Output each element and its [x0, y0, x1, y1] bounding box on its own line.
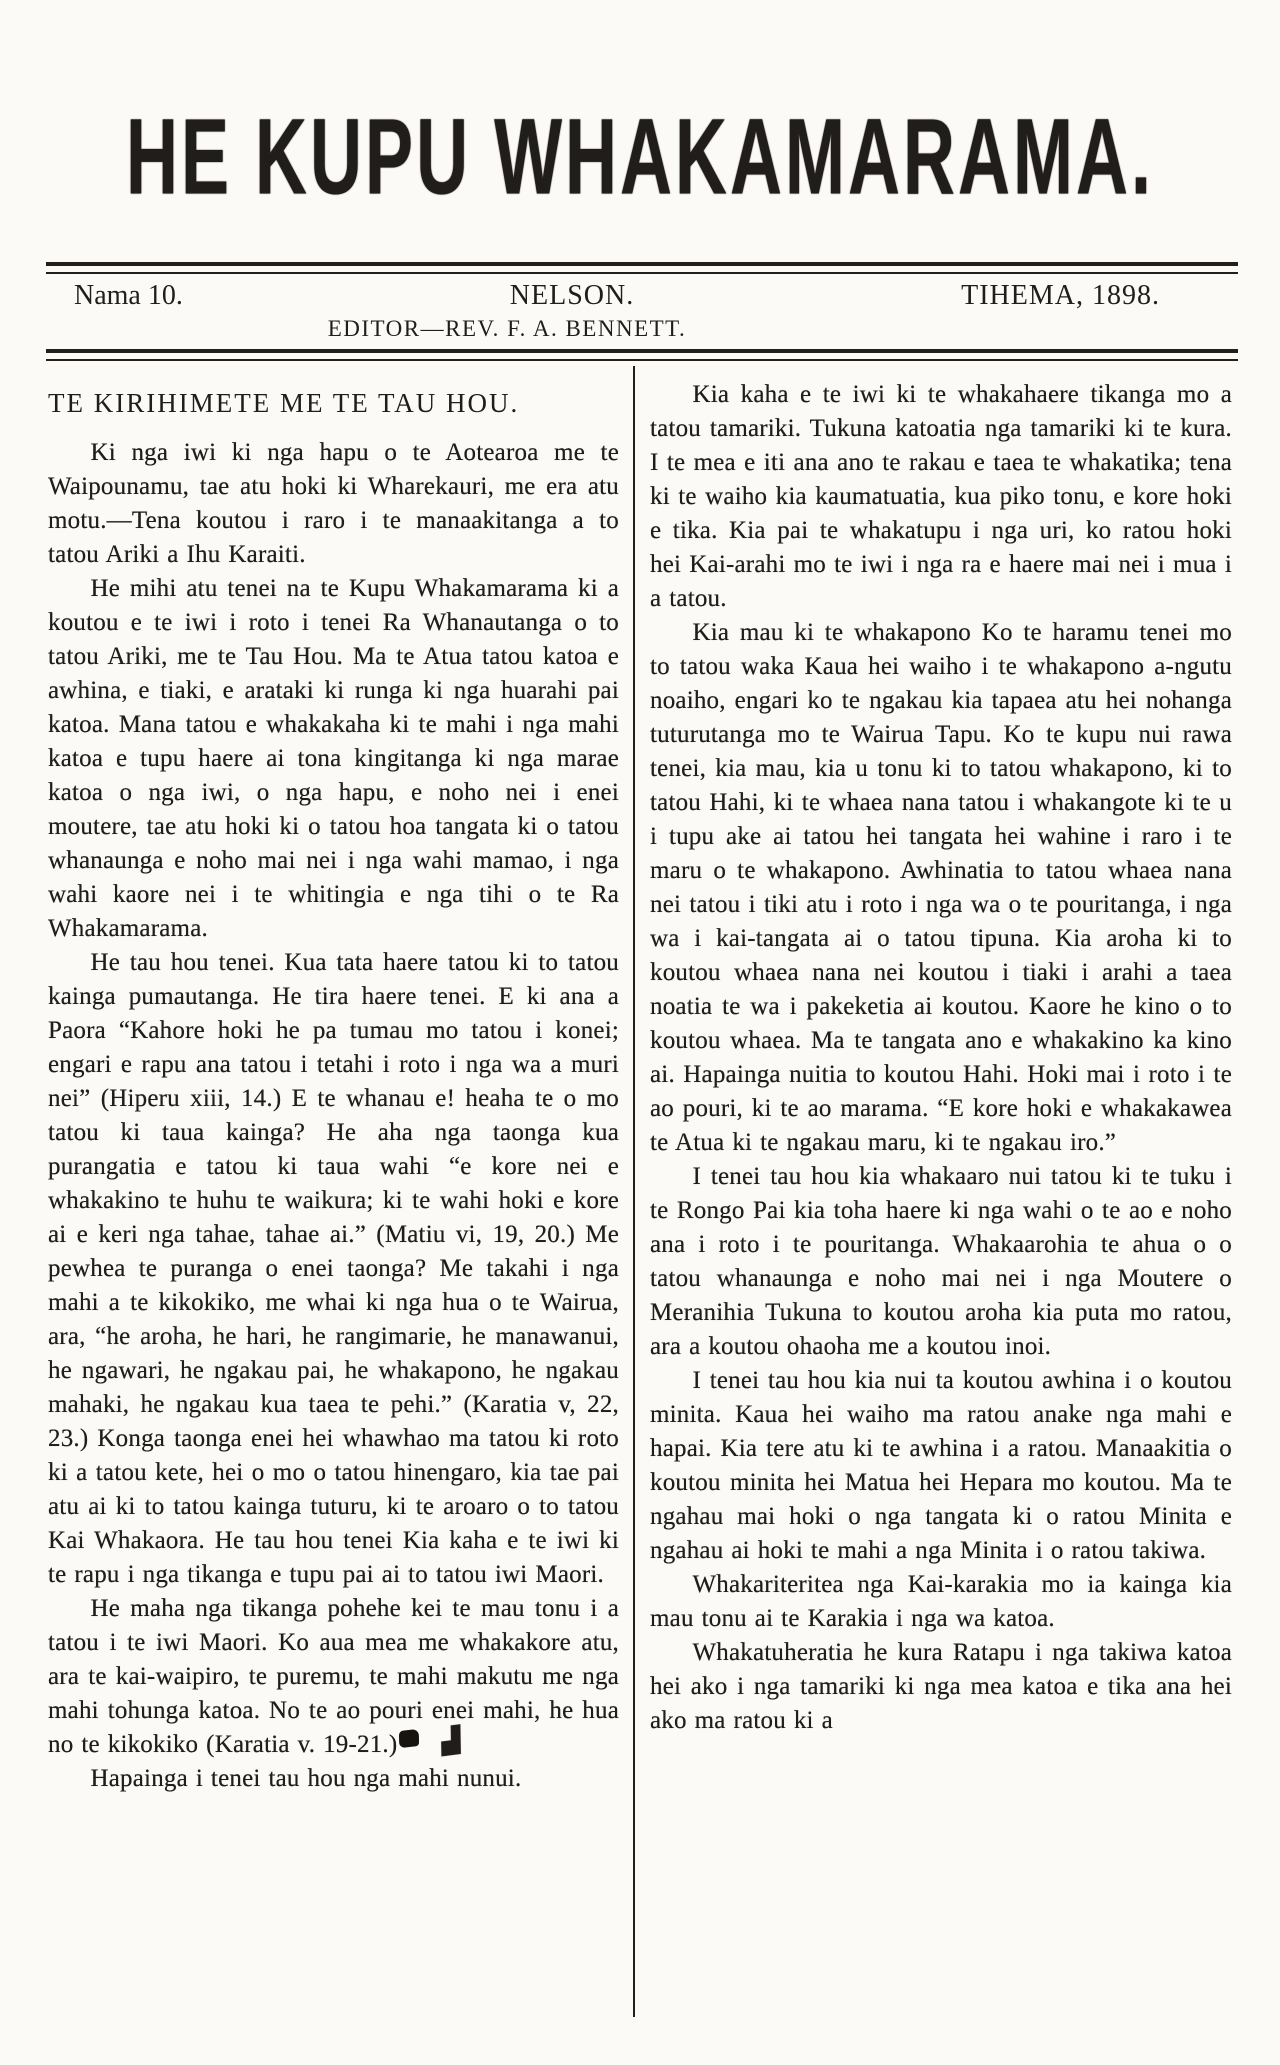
paragraph: I tenei tau hou kia nui ta koutou awhina i o koutou minita. Kaua hei waiho ma ratou anake nga mahi e hapai. Kia tere atu ki te awhina i a ratou. Manaakitia o koutou minita hei Matua hei Hepara mo koutou. Ma te ngahau mai hoki o nga tangata ki o ratou Minita e ngahau ai hoki te mahi a nga Minita i o ratou takiwa. [650, 1367, 1232, 1564]
ink-blot-icon: ▟ [399, 1729, 419, 1749]
issue-header [48, 280, 1232, 312]
paragraph: He mihi atu tenei na te Kupu Whakamarama ki a koutou e te iwi i roto i tenei Ra Whanautanga o to tatou Ariki, me te Tau Hou. Ma te Atua tatou katoa e awhina, e tiaki, e arataki ki runga ki nga huarahi pai katoa. Mana tatou e whakakaha ki te mahi i nga mahi katoa e tupu haere ai tona kingitanga ki nga marae katoa o nga iwi, o nga hapu, e noho nei i enei moutere, tae atu hoki ki o tatou hoa tangata ki o tatou whanaunga e noho mai nei i nga wahi mamao, i nga wahi kaore nei i te whitingia e nga tihi o te Ra Whakamarama. [48, 575, 619, 942]
right-column [635, 366, 1232, 2017]
left-column [48, 366, 633, 2017]
issue-date: TIHEMA, 1898. [961, 280, 1160, 311]
paragraph: Kia mau ki te whakapono Ko te haramu tenei mo to tatou waka Kaua hei waiho i te whakapono a-ngutu noaiho, engari ko te ngakau kia tapaea atu hei nohanga tuturutanga mo te Wairua Tapu. Ko te kupu nui rawa tenei, kia mau, kia u tonu ki to tatou whakapono, ki to tatou Hahi, ki te whaea nana tatou i whakangote ki te u i tupu ake ai tatou hei tangata hei wahine i raro i te maru o te whakapono. Awhinatia to tatou whaea nana nei tatou i tiki atu i roto i nga wa o te pouritanga, i nga wa i kai-tangata ai o tatou tipuna. Kia aroha ki to koutou whaea nana nei koutou i tiaki i arahi a taea noatia te wa i pakeketia ai koutou. Kaore he kino o to koutou whaea. Ma te tangata ano e whakakino ka kino ai. Hapainga nuitia to koutou Hahi. Hoki mai i roto i te ao pouri, ki te ao marama. “E kore hoki e whakakawea te Atua ki te ngakau maru, ki te ngakau iro.” [650, 619, 1232, 1156]
issue-number: Nama 10. [74, 280, 183, 311]
article-columns [48, 366, 1232, 2017]
masthead-rule [46, 262, 1238, 274]
paragraph: Kia kaha e te iwi ki te whakahaere tikanga mo a tatou tamariki. Tukuna katoatia nga tamariki ki te kura. I te mea e iti ana ano te rakau e taea te whakatika; tena ki te waiho kia kaumatuatia, kua piko tonu, e kore hoki e tika. Kia pai te whakatupu i nga uri, ko ratou hoki hei Kai-arahi mo te iwi i nga ra e haere mai nei i mua i a tatou. [650, 381, 1232, 612]
paragraph [48, 1592, 619, 1762]
header-rule [46, 349, 1238, 361]
paragraph: Ki nga iwi ki nga hapu o te Aotearoa me te Waipounamu, tae atu hoki ki Wharekauri, me era atu motu.—Tena koutou i raro i te manaakitanga a to tatou Ariki a Ihu Karaiti. [48, 439, 619, 568]
masthead-title: HE KUPU WHAKAMARAMA. [126, 97, 1154, 218]
paragraph: Hapainga i tenei tau hou nga mahi nunui. [90, 1765, 522, 1792]
paragraph: Whakariteritea nga Kai-karakia mo ia kainga kia mau tonu ai te Karakia i nga wa katoa. [650, 1571, 1232, 1632]
paragraph-text: He maha nga tikanga pohehe kei te mau tonu i a tatou i te iwi Maori. Ko aua mea me whakakore atu, ara te kai-waipiro, te puremu, te mahi makutu me nga mahi tohunga katoa. No te ao pouri enei mahi, he hua no te kikokiko (Karatia v. 19-21.) [48, 1595, 619, 1758]
place-name: NELSON. [509, 280, 635, 311]
paragraph: He tau hou tenei. Kua tata haere tatou ki to tatou kainga pumautanga. He tira haere tenei. E ki ana a Paora “Kahore hoki he pa tumau mo tatou i konei; engari e rapu ana tatou i tetahi i roto i nga wa a muri nei” (Hiperu xiii, 14.) E te whanau e! heaha te o mo tatou ki taua kainga? He aha nga taonga kua purangatia e tatou ki taua wahi “e kore nei e whakakino te huhu te waikura; ki te wahi hoki e kore ai e keri nga tahae, tahae ai.” (Matiu vi, 19, 20.) Me pewhea te puranga o enei taonga? Me takahi i nga mahi a te kikokiko, me whai ki nga hua o te Wairua, ara, “he aroha, he hari, he rangimarie, he manawanui, he ngawari, he ngakau pai, he whakapono, he ngakau mahaki, he ngakau kua taea te pehi.” (Karatia v, 22, 23.) Konga taonga enei hei whawhao ma tatou ki roto ki a tatou kete, hei o mo o tatou hinengaro, kia tae pai atu ai ki to tatou kainga tuturu, ki te aroaro o to tatou Kai Whakaora. He tau hou tenei Kia kaha e te iwi ki te rapu i nga tikanga e tupu pai ai to tatou iwi Maori. [48, 949, 619, 1588]
paragraph: Whakatuheratia he kura Ratapu i nga takiwa katoa hei ako i nga tamariki ki nga mea katoa e tika ana hei ako ma ratou ki a [650, 1639, 1232, 1734]
paragraph: I tenei tau hou kia whakaaro nui tatou ki te tuku i te Rongo Pai kia toha haere ki nga wahi o te ao e noho ana i roto i te pouritanga. Whakaarohia te ahua o o tatou whanaunga e noho mai nei i nga Moutere o Meranihia Tukuna to koutou aroha kia puta mo ratou, ara a koutou ohaoha me a koutou inoi. [650, 1163, 1232, 1360]
article-heading: TE KIRIHIMETE ME TE TAU HOU. [48, 388, 520, 418]
editor-line: EDITOR—REV. F. A. BENNETT. [327, 316, 687, 341]
